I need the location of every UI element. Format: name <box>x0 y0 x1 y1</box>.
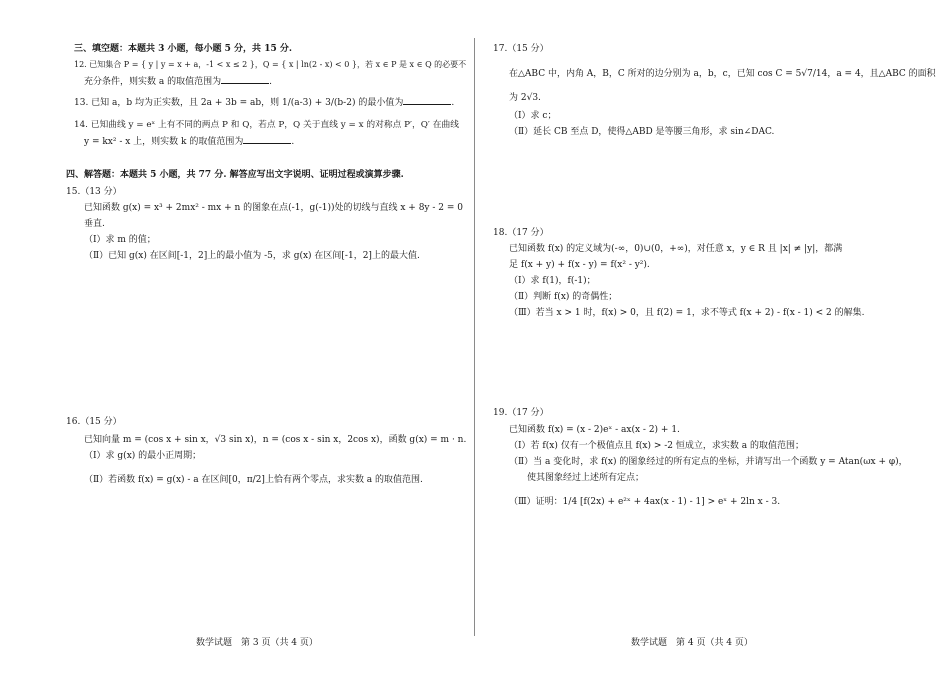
question-19-part-3: （Ⅲ）证明：1/4 [f(2x) + e²ˣ + 4ax(x - 1) - 1] > eˣ + 2ln x - 3. <box>509 497 781 507</box>
exam-page-4 <box>475 0 950 673</box>
question-15-part-2: （Ⅱ）已知 g(x) 在区间[-1，2]上的最小值为 -5，求 g(x) 在区间[-1，2]上的最大值. <box>84 251 420 261</box>
answer-blank <box>243 135 291 144</box>
question-19-part-1: （Ⅰ）若 f(x) 仅有一个极值点且 f(x) > -2 恒成立，求实数 a 的取值范围； <box>509 441 804 451</box>
question-18-part-3: （Ⅲ）若当 x > 1 时，f(x) > 0，且 f(2) = 1，求不等式 f(x + 2) - f(x - 1) < 2 的解集. <box>509 308 865 318</box>
question-17-line-1: 在△ABC 中，内角 A，B，C 所对的边分别为 a，b，c，已知 cos C = 5√7/14，a = 4，且△ABC 的面积 <box>509 69 936 79</box>
question-16-part-2: （Ⅱ）若函数 f(x) = g(x) - a 在区间[0，π/2]上恰有两个零点，求实数 a 的取值范围. <box>84 475 423 485</box>
question-16-line-1: 已知向量 m = (cos x + sin x，√3 sin x)，n = (cos x - sin x，2cos x)，函数 g(x) = m · n. <box>84 435 467 445</box>
question-18-line-1: 已知函数 f(x) 的定义域为(-∞，0)∪(0，+∞)，对任意 x，y ∈ R 且 |x| ≠ |y|，都满 <box>509 244 843 254</box>
question-15-line-2: 垂直. <box>84 219 105 229</box>
page-footer: 数学试题 第 3 页（共 4 页） <box>196 638 318 648</box>
question-13: 13. 已知 a，b 均为正实数，且 2a + 3b = ab，则 1/(a-3) + 3/(b-2) 的最小值为 . <box>74 98 455 108</box>
question-18-part-1: （Ⅰ）求 f(1)，f(-1)； <box>509 276 596 286</box>
section-4-header: 四、解答题：本题共 5 小题，共 77 分. 解答应写出文字说明、证明过程或演算步骤. <box>66 170 404 180</box>
question-12-line-1: 12. 已知集合 P = { y | y = x + a，-1 < x ≤ 2 }，Q = { x | ln(2 - x) < 0 }，若 x ∈ P 是 x ∈ Q 的必要不 <box>74 60 467 69</box>
question-16-header: 16.（15 分） <box>66 417 122 427</box>
question-17-line-2: 为 2√3. <box>509 93 541 103</box>
question-19-part-2-line-2: 使其图象经过上述所有定点； <box>527 473 645 483</box>
question-15-part-1: （Ⅰ）求 m 的值； <box>84 235 156 245</box>
question-17-header: 17.（15 分） <box>493 44 549 54</box>
question-19-line-1: 已知函数 f(x) = (x - 2)eˣ - ax(x - 2) + 1. <box>509 425 680 435</box>
section-3-header: 三、填空题：本题共 3 小题，每小题 5 分，共 15 分. <box>74 44 292 54</box>
question-12-line-2: 充分条件，则实数 a 的取值范围为 . <box>84 77 272 87</box>
question-14-line-1: 14. 已知曲线 y = eˣ 上有不同的两点 P 和 Q，若点 P，Q 关于直线 y = x 的对称点 P′，Q′ 在曲线 <box>74 120 459 130</box>
question-17-part-1: （Ⅰ）求 c； <box>509 111 557 121</box>
question-19-header: 19.（17 分） <box>493 408 549 418</box>
answer-blank <box>403 96 451 105</box>
question-18-line-2: 足 f(x + y) + f(x - y) = f(x² - y²). <box>509 260 650 270</box>
page-footer: 数学试题 第 4 页（共 4 页） <box>631 638 753 648</box>
question-14-line-2: y = kx² - x 上，则实数 k 的取值范围为 . <box>84 137 295 147</box>
answer-blank <box>221 75 269 84</box>
question-16-part-1: （Ⅰ）求 g(x) 的最小正周期； <box>84 451 202 461</box>
question-19-part-2-line-1: （Ⅱ）当 a 变化时，求 f(x) 的图象经过的所有定点的坐标，并请写出一个函数 y = Atan(ωx + φ)， <box>509 457 908 467</box>
question-18-part-2: （Ⅱ）判断 f(x) 的奇偶性； <box>509 292 618 302</box>
question-15-header: 15.（13 分） <box>66 187 122 197</box>
question-18-header: 18.（17 分） <box>493 228 549 238</box>
question-17-part-2: （Ⅱ）延长 CB 至点 D，使得△ABD 是等腰三角形，求 sin∠DAC. <box>509 127 775 137</box>
question-15-line-1: 已知函数 g(x) = x³ + 2mx² - mx + n 的图象在点(-1，g(-1))处的切线与直线 x + 8y - 2 = 0 <box>84 203 463 213</box>
